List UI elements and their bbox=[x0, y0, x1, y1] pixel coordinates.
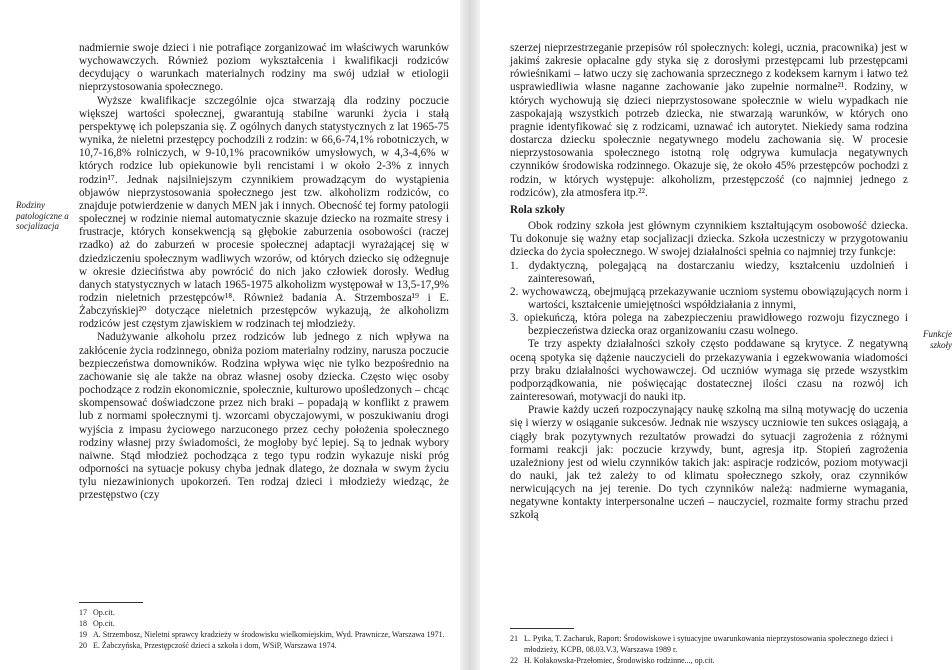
left-page bbox=[0, 0, 470, 670]
right-text-column bbox=[510, 42, 908, 523]
right-footnotes bbox=[510, 628, 908, 666]
section-paragraph: Obok rodziny szkoła jest głównym czynnikiem kształtującym osobowość dziecka. Tu dokonuje się ważny etap socjalizacji dziecka. Szkoła uczestniczy w przygotowaniu dziecka do życia społecznego. W swojej działalności spełnia co najmniej trzy funkcje: bbox=[510, 220, 908, 259]
left-margin-note: Rodziny patologiczne a socjalizacja bbox=[16, 200, 69, 231]
footnote-18: 18 Op.cit. bbox=[79, 619, 115, 628]
left-paragraph-1: nadmiernie swoje dzieci i nie potrafiące zorganizować im właściwych warunków wychowawczych. Również poziom wykształcenia i kwalifikacji rodziców decydujący o warunkach materialnych rodziny ma swój udział w etiologii nieprzystosowania społecznego. bbox=[79, 42, 449, 94]
footnote-20: 20 E. Żabczyńska, Przestępczość dzieci a szkoła i dom, WSiP, Warszawa 1974. bbox=[79, 641, 337, 650]
function-item-3: 3. opiekuńczą, która polega na zabezpieczeniu prawidłowego rozwoju fizycznego i bezpieczeństwa dziecka oraz organizowaniu czasu wolnego. bbox=[510, 312, 908, 338]
function-item-1: 1. dydaktyczną, polegającą na dostarczaniu wiedzy, kształceniu uzdolnień i zainteresowań, bbox=[510, 259, 908, 285]
left-text-column bbox=[79, 42, 449, 502]
right-intro-paragraph: szerzej nieprzestrzeganie przepisów ról społecznych: kolegi, ucznia, pracownika) jest w jakimś zakresie opłacalne gdy styka się z dorosłymi przestępcami lub przestępcami rówieśnikami – łatwo uczy się zachowania sprzecznego z kodeksem karnym i łatwo też usprawiedliwia własne naganne zachowanie jako zupełnie normalne²¹. Rodziny, w których wychowują się dzieci nieprzystosowane społecznie w wielu wypadkach nie zaspokajają wszystkich potrzeb dziecka, nie stwarzają warunków, w których ono pragnie identyfikować się z rodzicami, uznawać ich autorytet. Niekiedy sama rodzina dostarcza dziecku społecznie negatywnego modelu zachowania się. W procesie nieprzystosowania społecznego istotną rolę odgrywa kumulacja negatywnych czynników środowiska rodzinnego. Okazuje się, że około 45% przestępców pochodzi z rodzin, w których występuje: alkoholizm, przestępczość (co najmniej jednego z rodziców), zła atmosfera itp.²². bbox=[510, 42, 908, 199]
footnote-19: 19 A. Strzembosz, Nieletni sprawcy kradzieży w środowisku wielkomiejskim, Wyd. Prawnicze, Warszawa 1971. bbox=[79, 630, 445, 639]
right-margin-note: Funkcje szkoły bbox=[923, 329, 952, 350]
section-heading: Rola szkoły bbox=[510, 203, 566, 216]
footnote-rule bbox=[79, 602, 143, 603]
closing-paragraph-2: Prawie każdy uczeń rozpoczynający naukę szkolną ma silną motywację do uczenia się i wierzy w osiąganie sukcesów. Jednak nie wszyscy uczniowie ten sukces osiągają, a ciągły brak pozytywnych rezultatów prowadzi do sytuacji zagrożenia z różnymi formami reakcji jak: poczucie krzywdy, bunt, agresja itp. Stopień zagrożenia uzależniony jest od wielu czynników takich jak: aspiracje rodziców, poziom motywacji do nauki, jak też zależy to od klimatu społecznego szkoły, oraz czynników nerwicujących na jej terenie. Do tych czynników należą: nadmierne wymagania, negatywne kontakty interpersonalne uczeń – nauczyciel, rozmaite formy strachu przed szkołą bbox=[510, 404, 908, 522]
footnote-22: 22 H. Kołakowska-Przełomiec, Środowisko rodzinne..., op.cit. bbox=[510, 656, 715, 665]
left-paragraph-2: Wyższe kwalifikacje szczególnie ojca stwarzają dla rodziny poczucie większej wartości społecznej, gwarantują stabilne warunki życia i stałą perspektywę ich polepszania się. Z ogólnych danych statystycznych z lat 1965-75 wynika, że nieletni przestępcy pochodzili z rodzin: w 66,6-74,1% robotniczych, w 10,7-16,8% rolniczych, w 9-10,1% pracowników umysłowych, w 4,3-4,6% w których rodzice lub opiekunowie byli rencistami i w około 2-3% z innych rodzin¹⁷. Jednak najsilniejszym czynnikiem prowadzącym do wystąpienia objawów nieprzystosowania społecznego jest tzw. alkoholizm rodziców, co znajduje potwierdzenie w danych MEN jak i innych. Obecność tej formy patologii społecznej w rodzinie niemal automatycznie skazuje dziecko na rozmaite stresy i frustracje, których konsekwencją są głębokie zaburzenia osobowości (raczej rzadko) aż do zaburzeń w procesie społecznej adaptacji wyrażającej się w dziedziczeniu społecznym wadliwych wzorów, od których dziecko się odżegnuje w okresie dzieciństwa aby powrócić do nich jako człowiek dorosły. Według danych statystycznych w latach 1965-1975 alkoholizm występował w 13,5-17,9% rodzin nieletnich przestępców¹⁸. Również badania A. Strzembosza¹⁹ i E. Żabczyńskiej²⁰ dotyczące nieletnich przestępców wykazują, że alkoholizm rodziców jest częstym zjawiskiem w rodzinach tej młodzieży. bbox=[79, 94, 449, 331]
left-paragraph-3: Nadużywanie alkoholu przez rodziców lub jednego z nich wpływa na zakłócenie życia rodzinnego, obniża poziom materialny rodziny, narusza poczucie bezpieczeństwa domowników. Rodzina wpływa więc nie tylko bezpośrednio na zachowanie się ale także na obraz własnej osoby dziecka. Często więc osoby pochodzące z rodzin ekonomicznie, społecznie, kulturowo upośledzonych – chcąc skompensować doświadczone przez nich braki – popadają w konflikt z prawem lub z normami społecznymi tj. wzorcami obyczajowymi, w poszukiwaniu drogi wyjścia z impasu życiowego narzuconego przez cechy położenia społecznego rodziny własnej przy świadomości, że mogłoby być lepiej. Są to jednak wybory naiwne. Stąd młodzież pochodząca z tego typu rodzin wykazuje niski próg odporności na sytuacje pokusy chyba jednak dlatego, że doznała w swym życiu tylu niezawinionych upokorzeń. Ten rodzaj dzieci i młodzieży wiedząc, że przestępstwo (czy bbox=[79, 331, 449, 502]
footnote-rule bbox=[510, 628, 574, 629]
book-gutter bbox=[460, 0, 480, 670]
right-page bbox=[480, 0, 952, 670]
left-footnotes bbox=[79, 602, 449, 651]
function-item-2: 2. wychowawczą, obejmującą przekazywanie uczniom systemu obowiązujących norm i wartości, kształcenie umiejętności współdziałania z innymi, bbox=[510, 285, 908, 311]
footnote-17: 17 Op.cit. bbox=[79, 608, 115, 617]
closing-paragraph-1: Te trzy aspekty działalności szkoły często poddawane są krytyce. Z negatywną oceną spotyka się dążenie nauczycieli do przekazywania i egzekwowania wiadomości przy braku działalności wychowawczej. Od uczniów wymaga się przede wszystkim podporządkowania, nie poświęcając dostatecznej ilości czasu na rozwój ich zainteresowań, motywacji do nauki itp. bbox=[510, 338, 908, 404]
footnote-21: 21 L. Pytka, T. Zacharuk, Raport: Środowiskowe i sytuacyjne uwarunkowania nieprzystosowania społecznego dzieci i młodzieży, KCPB, 08.03.V.3, Warszawa 1989 r. bbox=[510, 634, 893, 654]
